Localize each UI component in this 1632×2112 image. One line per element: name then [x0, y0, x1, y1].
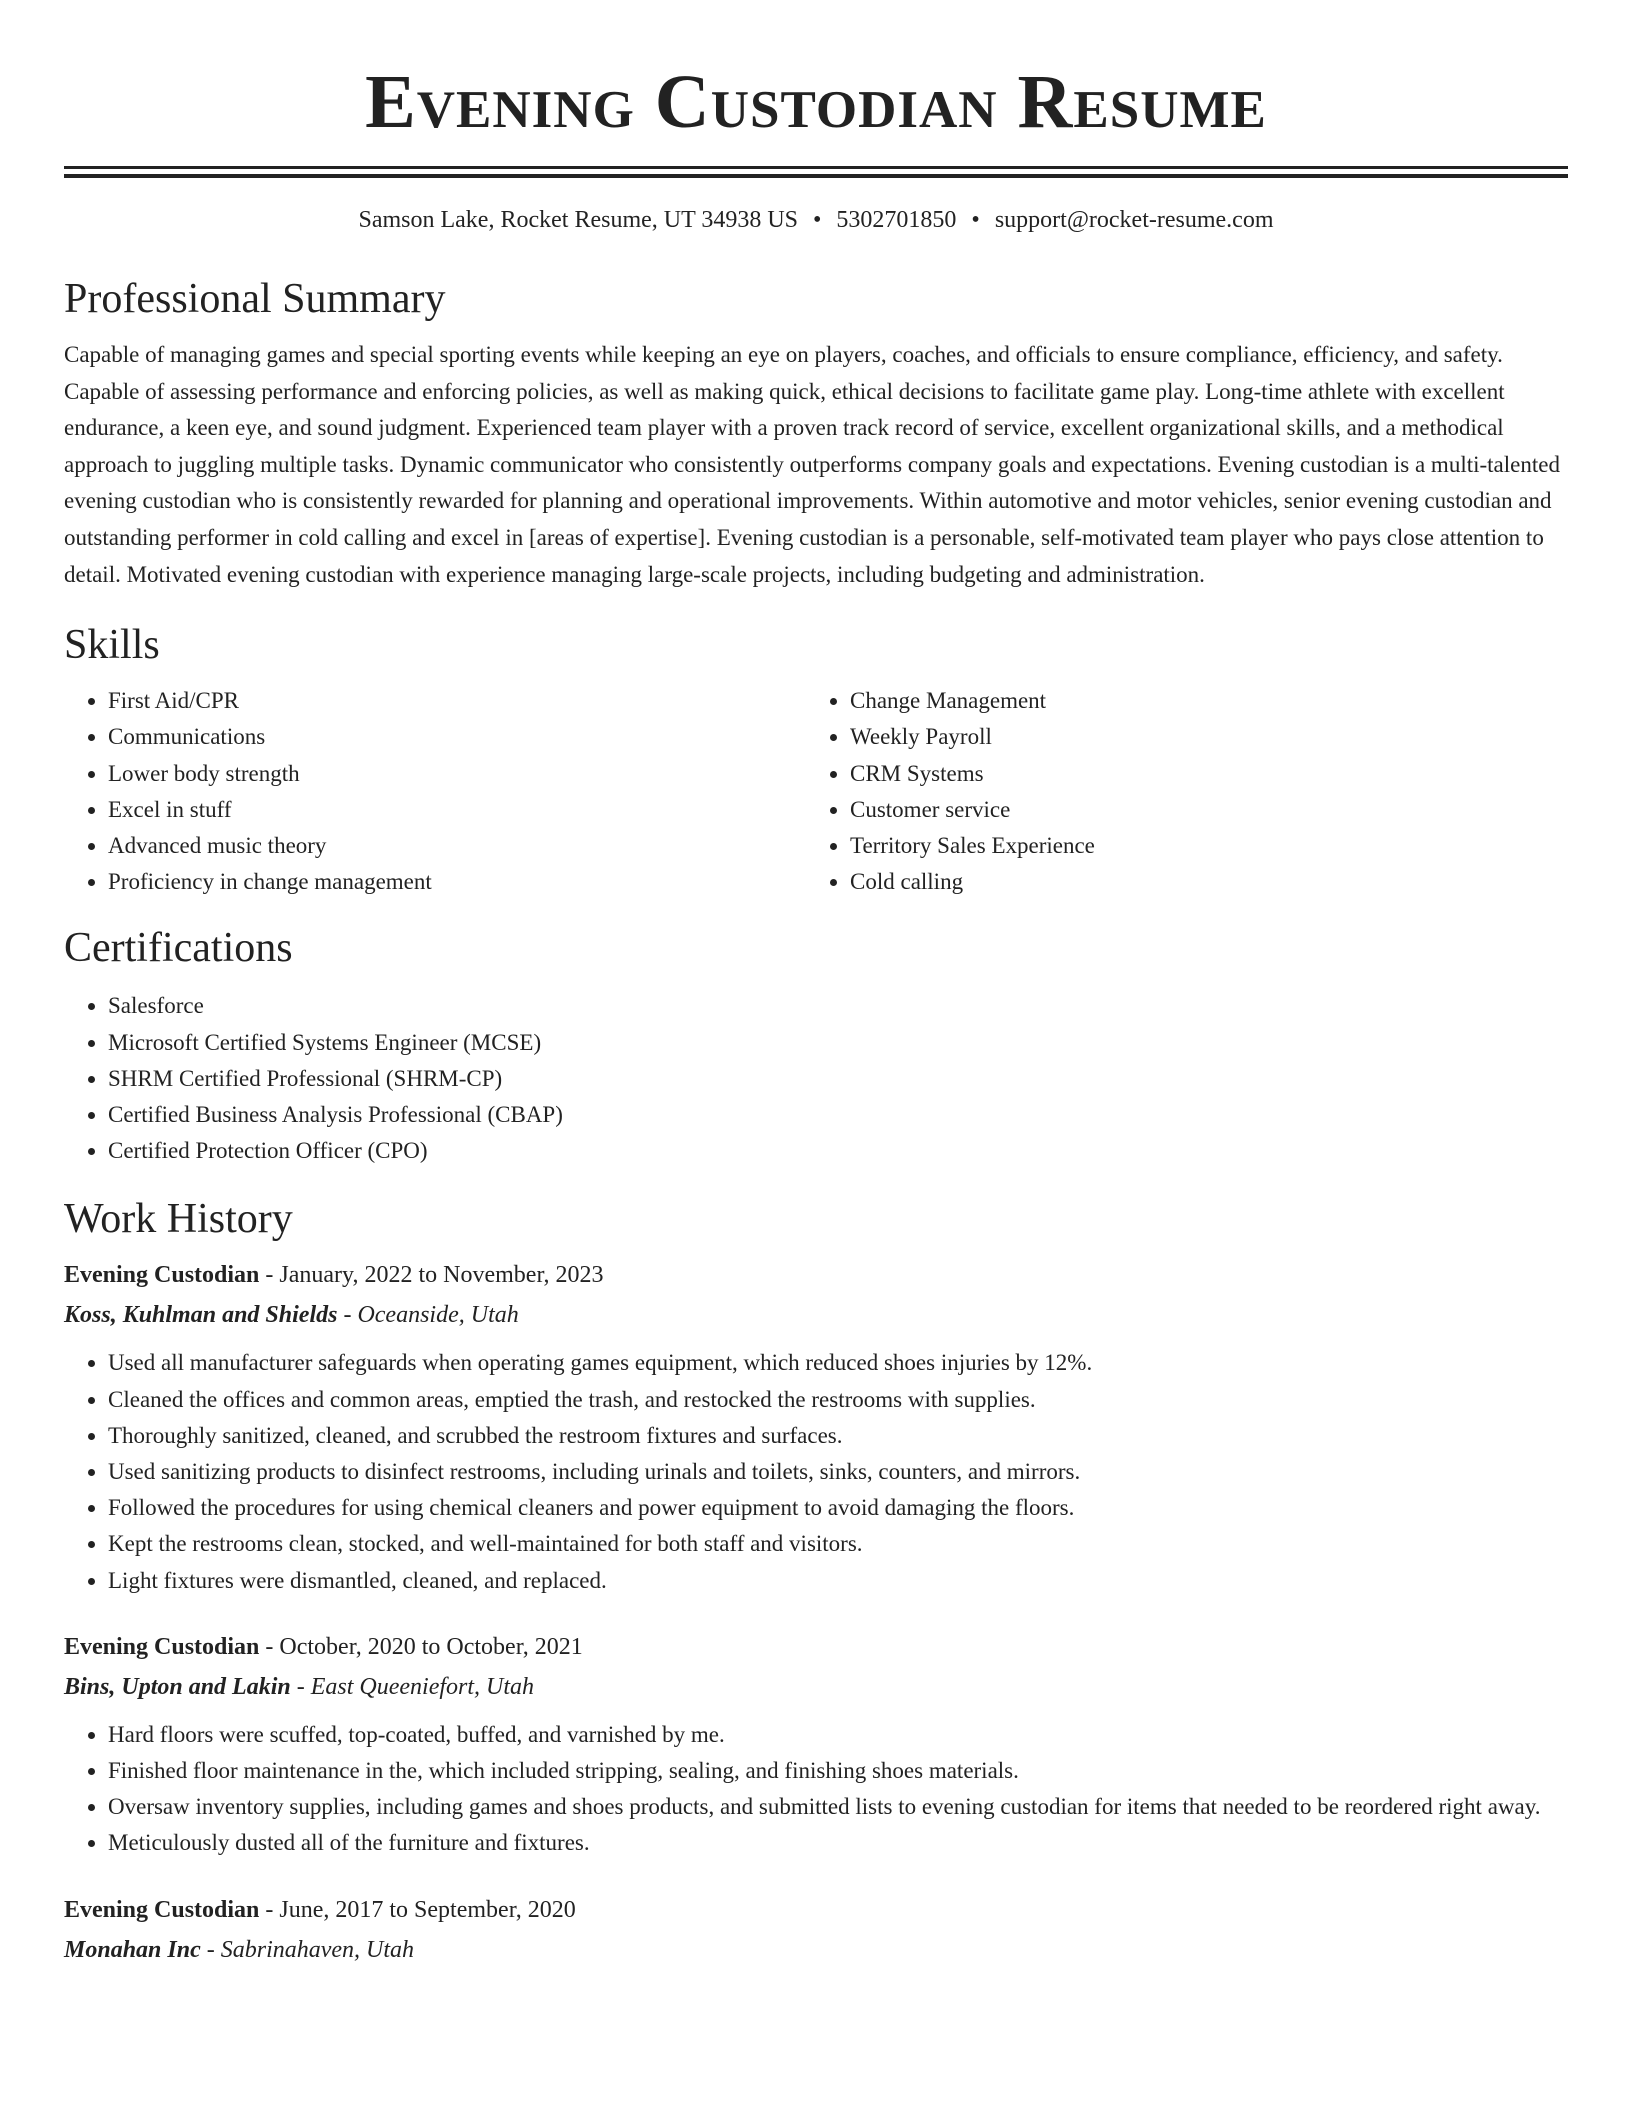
job-company-line — [64, 1667, 1568, 1707]
skill-item: • CRM Systems — [850, 756, 1548, 792]
job-duty: • Light fixtures were dismantled, cleaned, and replaced. — [108, 1563, 1568, 1599]
job-company: Monahan Inc — [64, 1936, 201, 1963]
job-duty: • Thoroughly sanitized, cleaned, and scrubbed the restroom fixtures and surfaces. — [108, 1418, 1568, 1454]
job-role: Evening Custodian — [64, 1633, 260, 1660]
skills-right-list — [806, 683, 1548, 900]
summary-text: Capable of managing games and special sporting events while keeping an eye on players, coaches, and officials to ensure compliance, efficiency, and safety. Capable of assessing performance and enforcing policies, as well as making quick, ethical decisions to facilitate game play. Long-time athlete with excellent endurance, a keen eye, and sound judgment. Experienced team player with a proven track record of service, excellent organizational skills, and a methodical approach to juggling multiple tasks. Dynamic communicator who consistently outperforms company goals and expectations. Evening custodian is a multi-talented evening custodian who is consistently rewarded for planning and operational improvements. Within automotive and motor vehicles, senior evening custodian and outstanding performer in cold calling and excel in [areas of expertise]. Evening custodian is a personable, self-motivated team player who pays close attention to detail. Motivated evening custodian with experience managing large-scale projects, including budgeting and administration. — [64, 342, 1560, 587]
certification-item: • Certified Protection Officer (CPO) — [108, 1133, 1568, 1169]
skill-item: • Proficiency in change management — [108, 864, 806, 900]
skill-item: • Lower body strength — [108, 756, 806, 792]
job-duty: • Kept the restrooms clean, stocked, and well-maintained for both staff and visitors. — [108, 1526, 1568, 1562]
job-company: Bins, Upton and Lakin — [64, 1673, 291, 1700]
skill-item: • Communications — [108, 719, 806, 755]
job-duties-list — [64, 1345, 1568, 1598]
job-location: - Oceanside, Utah — [337, 1302, 519, 1329]
skill-item: • Customer service — [850, 792, 1548, 828]
resume-page — [64, 0, 1568, 1970]
job-duty: • Used all manufacturer safeguards when operating games equipment, which reduced shoes injuries by 12%. — [108, 1345, 1568, 1381]
job-entry — [64, 1890, 1568, 1970]
job-dates: - June, 2017 to September, 2020 — [259, 1896, 576, 1923]
skill-item: • Change Management — [850, 683, 1548, 719]
job-duty: • Finished floor maintenance in the, which included stripping, sealing, and finishing shoes materials. — [108, 1753, 1568, 1789]
skill-item: • Excel in stuff — [108, 792, 806, 828]
job-duty: • Followed the procedures for using chemical cleaners and power equipment to avoid damaging the floors. — [108, 1490, 1568, 1526]
job-role: Evening Custodian — [64, 1896, 260, 1923]
job-entry — [64, 1255, 1568, 1598]
summary-heading: Professional Summary — [64, 276, 446, 322]
job-entry — [64, 1627, 1568, 1862]
job-duty: • Used sanitizing products to disinfect restrooms, including urinals and toilets, sinks, counters, and mirrors. — [108, 1454, 1568, 1490]
job-dates: - January, 2022 to November, 2023 — [259, 1262, 604, 1289]
skills-heading: Skills — [64, 622, 160, 669]
bullet-separator: • — [971, 207, 980, 233]
job-title-line — [64, 1255, 1568, 1295]
job-company-line — [64, 1295, 1568, 1335]
skill-item: • Weekly Payroll — [850, 719, 1548, 755]
certification-item: • SHRM Certified Professional (SHRM-CP) — [108, 1061, 1568, 1097]
bullet-separator: • — [813, 207, 822, 233]
job-location: - East Queeniefort, Utah — [290, 1673, 535, 1700]
job-duties-list — [64, 1717, 1568, 1862]
skill-item: • Cold calling — [850, 864, 1548, 900]
skills-left-column — [64, 683, 806, 900]
job-duty: • Oversaw inventory supplies, including games and shoes products, and submitted lists to evening custodian for items that needed to be reordered right away. — [108, 1789, 1568, 1825]
skills-right-column — [806, 683, 1548, 900]
work-history-heading: Work History — [64, 1196, 293, 1243]
job-duty: • Hard floors were scuffed, top-coated, buffed, and varnished by me. — [108, 1717, 1568, 1753]
resume-title: Evening Custodian Resume — [365, 60, 1267, 144]
certification-item: • Salesforce — [108, 988, 1568, 1024]
certification-item: • Microsoft Certified Systems Engineer (MCSE) — [108, 1025, 1568, 1061]
contact-email: support@rocket-resume.com — [994, 207, 1274, 233]
job-duty: • Cleaned the offices and common areas, emptied the trash, and restocked the restrooms with supplies. — [108, 1382, 1568, 1418]
job-dates: - October, 2020 to October, 2021 — [259, 1633, 583, 1660]
skill-item: • First Aid/CPR — [108, 683, 806, 719]
job-duty: • Meticulously dusted all of the furniture and fixtures. — [108, 1825, 1568, 1861]
title-double-rule — [64, 166, 1568, 169]
contact-line — [64, 205, 1568, 235]
certification-item: • Certified Business Analysis Professional (CBAP) — [108, 1097, 1568, 1133]
contact-address: Samson Lake, Rocket Resume, UT 34938 US — [358, 207, 798, 233]
skill-item: • Advanced music theory — [108, 828, 806, 864]
job-title-line — [64, 1890, 1568, 1930]
job-company: Koss, Kuhlman and Shields — [64, 1302, 338, 1329]
job-role: Evening Custodian — [64, 1262, 260, 1289]
skill-item: • Territory Sales Experience — [850, 828, 1548, 864]
certifications-list — [64, 988, 1568, 1169]
skills-columns — [64, 683, 1568, 900]
job-title-line — [64, 1627, 1568, 1667]
job-company-line — [64, 1930, 1568, 1970]
skills-left-list — [64, 683, 806, 900]
contact-phone: 5302701850 — [836, 207, 957, 233]
job-location: - Sabrinahaven, Utah — [200, 1936, 415, 1963]
certifications-heading: Certifications — [64, 925, 293, 972]
